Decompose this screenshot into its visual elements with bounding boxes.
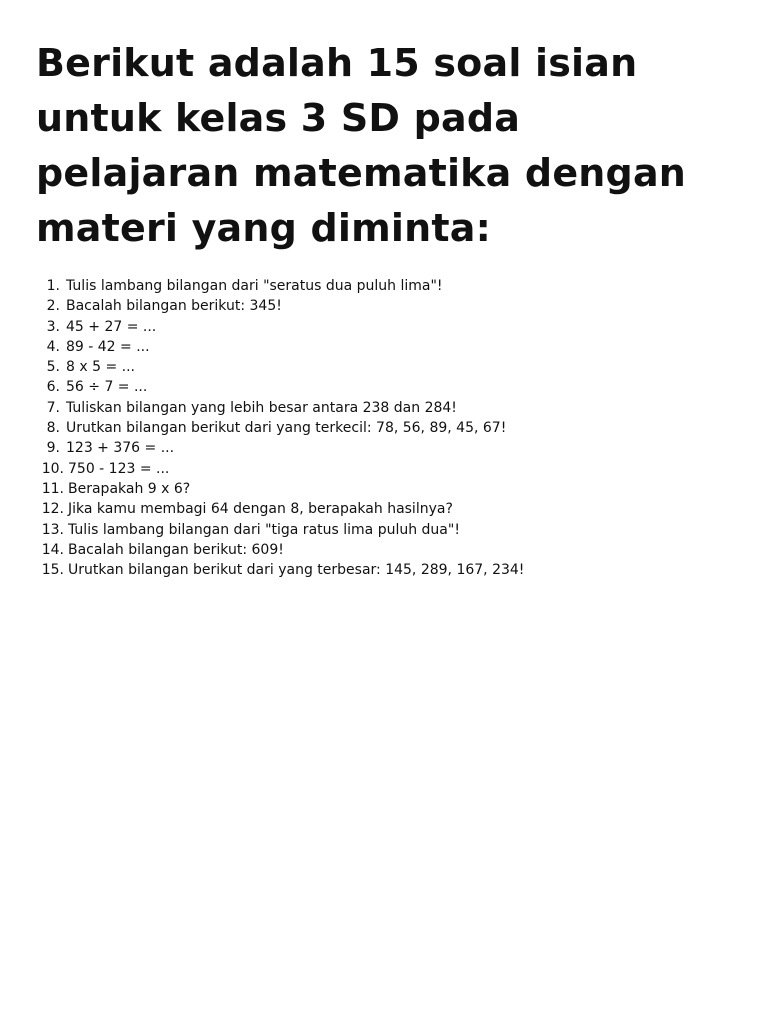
question-text: Bacalah bilangan berikut: 345!: [66, 298, 282, 315]
question-text: 56 ÷ 7 = ...: [66, 379, 148, 396]
question-number: 8.: [46, 420, 60, 437]
question-text: 123 + 376 = ...: [66, 440, 175, 457]
question-text: Tulis lambang bilangan dari "tiga ratus lima puluh dua"!: [68, 521, 460, 538]
list-item: [36, 398, 732, 418]
question-text: 45 + 27 = ...: [66, 318, 157, 335]
question-text: Jika kamu membagi 64 dengan 8, berapakah hasilnya?: [68, 501, 453, 518]
question-number: 2.: [46, 298, 60, 315]
question-number: 3.: [46, 318, 60, 335]
list-item: [36, 337, 732, 357]
question-number: 15.: [41, 562, 64, 579]
question-text: Urutkan bilangan berikut dari yang terkecil: 78, 56, 89, 45, 67!: [66, 420, 507, 437]
question-number: 7.: [46, 399, 60, 416]
question-number: 10.: [41, 460, 64, 477]
list-item: [36, 560, 732, 580]
question-number: 11.: [41, 480, 64, 497]
page-title: Berikut adalah 15 soal isian untuk kelas 3 SD pada pelajaran matematika dengan materi yang diminta:: [36, 41, 687, 250]
list-item: [36, 418, 732, 438]
list-item: [36, 499, 732, 519]
question-number: 6.: [46, 379, 60, 396]
list-item: [36, 438, 732, 458]
list-item: [36, 276, 732, 296]
question-text: Urutkan bilangan berikut dari yang terbesar: 145, 289, 167, 234!: [68, 562, 525, 579]
question-text: 89 - 42 = ...: [66, 338, 150, 355]
question-text: Tuliskan bilangan yang lebih besar antara 238 dan 284!: [66, 399, 457, 416]
question-text: Tulis lambang bilangan dari "seratus dua puluh lima"!: [66, 278, 443, 294]
question-text: Bacalah bilangan berikut: 609!: [68, 541, 284, 558]
question-text: Berapakah 9 x 6?: [68, 480, 191, 497]
question-text: 8 x 5 = ...: [66, 359, 135, 376]
question-number: 12.: [41, 501, 64, 518]
list-item: [36, 479, 732, 499]
question-number: 4.: [46, 338, 60, 355]
question-number: 9.: [46, 440, 60, 457]
question-number: 1.: [46, 278, 60, 294]
question-number: 14.: [41, 541, 64, 558]
question-text: 750 - 123 = ...: [68, 460, 170, 477]
list-item: [36, 377, 732, 397]
question-number: 13.: [41, 521, 64, 538]
list-item: [36, 357, 732, 377]
list-item: [36, 317, 732, 337]
question-list: [36, 276, 732, 580]
list-item: [36, 520, 732, 540]
question-number: 5.: [46, 359, 60, 376]
list-item: [36, 459, 732, 479]
list-item: [36, 540, 732, 560]
list-item: [36, 296, 732, 316]
